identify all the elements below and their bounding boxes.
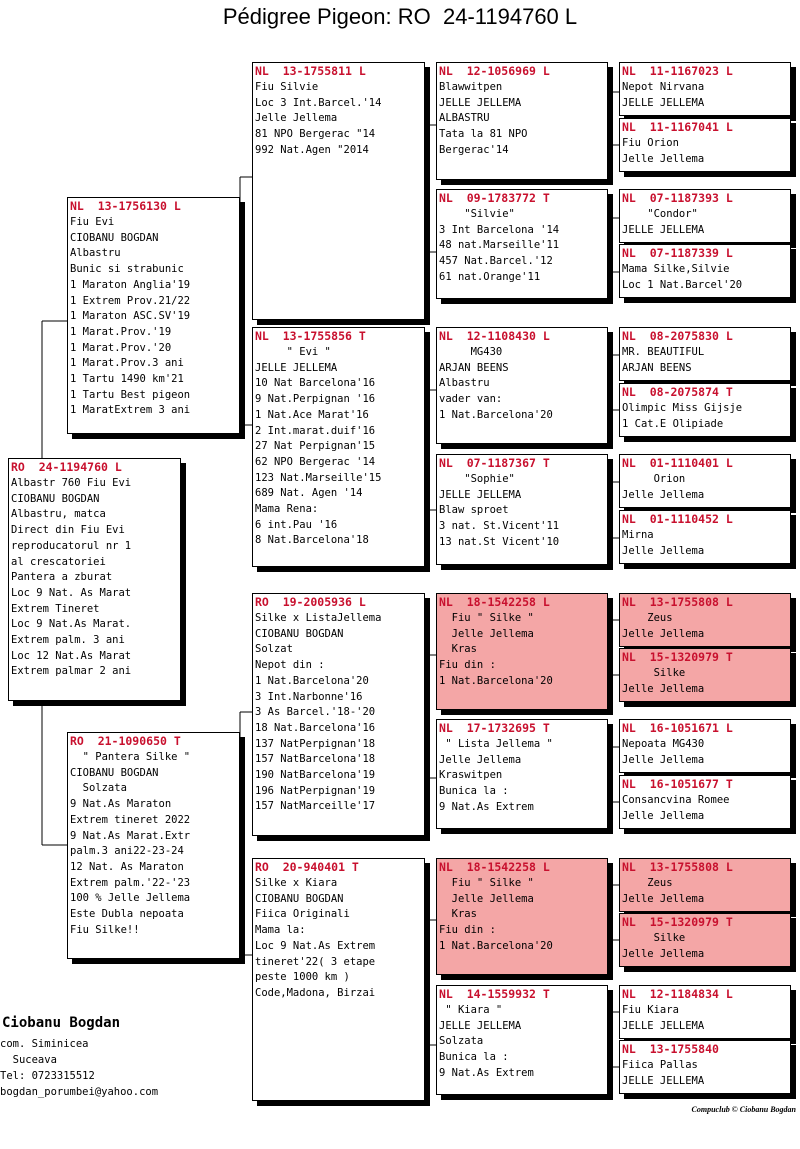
pigeon-info-line: CIOBANU BOGDAN: [70, 766, 159, 779]
pigeon-info-line: Jelle Jellema: [622, 809, 705, 822]
pigeon-info-line: Silke: [622, 932, 686, 944]
pigeon-info-line: JELLE JELLEMA: [622, 1074, 705, 1087]
pigeon-info-line: Albastru: [439, 377, 490, 390]
pigeon-info-line: 157 NatBarcelona'18: [255, 753, 376, 766]
pigeon-info-line: 62 NPO Bergerac '14: [255, 455, 376, 468]
pigeon-card-gen4-2[interactable]: [619, 118, 791, 172]
pigeon-info-line: Mama Rena:: [255, 503, 319, 516]
pigeon-info-line: Jelle Jellema: [622, 753, 705, 766]
pigeon-info-line: Solzat: [255, 643, 293, 656]
ring-number: NL 16-1051671 L: [622, 721, 733, 735]
ring-number: NL 14-1559932 T: [439, 987, 550, 1001]
ring-number: NL 13-1756130 L: [70, 199, 181, 213]
pigeon-info-line: 9 Nat.As Maraton: [70, 798, 172, 811]
pigeon-info-line: Extrem palm.'22-'23: [70, 876, 191, 889]
pigeon-info-line: JELLE JELLEMA: [439, 488, 522, 501]
pigeon-info-line: Jelle Jellema: [622, 544, 705, 557]
pigeon-info-line: Loc 9 Nat.As Marat.: [11, 618, 132, 631]
pigeon-info-line: Direct din Fiu Evi: [11, 524, 125, 537]
footer-credit: Compuclub © Ciobanu Bogdan: [691, 1105, 796, 1114]
pigeon-info-line: 61 nat.Orange'11: [439, 270, 541, 283]
pigeon-card-gen4-8[interactable]: [619, 510, 791, 564]
pigeon-info-line: Mama la:: [255, 924, 306, 937]
pigeon-card-ds-dam[interactable]: [436, 719, 608, 829]
pigeon-info-line: Pantera a zburat: [11, 571, 113, 584]
pigeon-info-line: reproducatorul nr 1: [11, 539, 132, 552]
pigeon-info-line: Fiu Silvie: [255, 81, 319, 93]
pigeon-info-line: Consancvina Romee: [622, 794, 730, 806]
pigeon-info-line: " Kiara ": [439, 1004, 503, 1016]
pigeon-info-line: 457 Nat.Barcel.'12: [439, 255, 553, 268]
pigeon-card-dd-sire[interactable]: [436, 858, 608, 975]
pigeon-info-line: JELLE JELLEMA: [439, 1019, 522, 1032]
pigeon-info-line: Loc 9 Nat.As Extrem: [255, 939, 376, 952]
pigeon-info-line: Silke x Kiara: [255, 877, 338, 889]
ring-number: NL 18-1542258 L: [439, 595, 550, 609]
pigeon-info-line: Fiu Kiara: [622, 1004, 679, 1016]
pigeon-info-line: 9 Nat.As Extrem: [439, 1066, 534, 1079]
pigeon-info-line: Loc 9 Nat. As Marat: [11, 586, 132, 599]
pigeon-info-line: 10 Nat Barcelona'16: [255, 377, 376, 390]
ring-number: NL 12-1108430 L: [439, 329, 550, 343]
pigeon-card-gen4-14[interactable]: [619, 913, 791, 967]
pigeon-info-line: 1 Tartu Best pigeon: [70, 388, 191, 401]
pigeon-card-gen4-5[interactable]: [619, 327, 791, 381]
pigeon-info-line: Kras: [439, 908, 477, 921]
pigeon-info-line: Fiu Silke!!: [70, 923, 140, 936]
pigeon-info-line: Jelle Jellema: [622, 488, 705, 501]
pigeon-info-line: Jelle Jellema: [622, 152, 705, 165]
pigeon-card-sd-dam[interactable]: [436, 454, 608, 565]
pigeon-info-line: 3 As Barcel.'18-'20: [255, 706, 376, 719]
pigeon-info-line: Orion: [622, 473, 686, 485]
pigeon-info-line: Jelle Jellema: [622, 627, 705, 640]
pigeon-info-line: JELLE JELLEMA: [622, 223, 705, 236]
pigeon-info-line: palm.3 ani22-23-24: [70, 845, 184, 858]
ring-number: NL 11-1167041 L: [622, 120, 733, 134]
pigeon-info-line: Zeus: [622, 612, 673, 624]
pigeon-info-line: al crescatoriei: [11, 555, 106, 568]
pigeon-info-line: Este Dubla nepoata: [70, 908, 184, 921]
pigeon-info-line: CIOBANU BOGDAN: [11, 492, 100, 505]
pigeon-info-line: Fiu Orion: [622, 137, 679, 149]
ring-number: RO 21-1090650 T: [70, 734, 181, 748]
pigeon-info-line: 190 NatBarcelona'19: [255, 769, 376, 782]
pigeon-card-gen4-3[interactable]: [619, 189, 791, 243]
pigeon-card-dam[interactable]: [67, 732, 240, 959]
pigeon-card-gen4-4[interactable]: [619, 244, 791, 298]
pigeon-info-line: Albastr 760 Fiu Evi: [11, 477, 132, 489]
owner-phone: Tel: 0723315512: [0, 1070, 95, 1082]
pigeon-info-line: Extrem palmar 2 ani: [11, 665, 132, 678]
pigeon-card-ss-dam[interactable]: [436, 189, 608, 299]
pigeon-info-line: Loc 1 Nat.Barcel'20: [622, 278, 743, 291]
pigeon-info-line: Kraswitpen: [439, 769, 503, 782]
pigeon-info-line: 9 Nat.Perpignan '16: [255, 393, 376, 406]
pigeon-info-line: Loc 12 Nat.As Marat: [11, 649, 132, 662]
ring-number: NL 07-1187339 L: [622, 246, 733, 260]
pigeon-info-line: Extrem Tineret: [11, 602, 100, 615]
pigeon-info-line: CIOBANU BOGDAN: [255, 627, 344, 640]
pigeon-info-line: 13 nat.St Vicent'10: [439, 535, 560, 548]
pigeon-info-line: Nepot Nirvana: [622, 81, 705, 93]
pigeon-info-line: Jelle Jellema: [622, 947, 705, 960]
pigeon-info-line: 8 Nat.Barcelona'18: [255, 534, 369, 547]
pigeon-info-line: 196 NatPerpignan'19: [255, 784, 376, 797]
pigeon-info-line: Mirna: [622, 529, 654, 541]
pigeon-info-line: Zeus: [622, 877, 673, 889]
pigeon-card-gen4-9[interactable]: [619, 593, 791, 647]
pigeon-info-line: 3 Int.Narbonne'16: [255, 690, 363, 703]
page-title: Pédigree Pigeon: RO 24-1194760 L: [222, 4, 578, 29]
pigeon-card-gen4-7[interactable]: [619, 454, 791, 508]
pigeon-info-line: JELLE JELLEMA: [622, 96, 705, 109]
pigeon-info-line: 1 Maraton ASC.SV'19: [70, 310, 191, 323]
pigeon-info-line: 27 Nat Perpignan'15: [255, 440, 376, 453]
pigeon-info-line: 6 int.Pau '16: [255, 518, 338, 531]
pigeon-card-dd-dam[interactable]: [436, 985, 608, 1095]
ring-number: RO 20-940401 T: [255, 860, 359, 874]
pigeon-card-gen4-6[interactable]: [619, 383, 791, 437]
pigeon-info-line: 1 Nat.Barcelona'20: [439, 408, 553, 421]
pigeon-info-line: 1 Nat.Barcelona'20: [439, 939, 553, 952]
pigeon-info-line: Jelle Jellema: [439, 627, 534, 640]
pigeon-info-line: Fiu " Silke ": [439, 877, 534, 889]
pigeon-info-line: 689 Nat. Agen '14: [255, 487, 363, 500]
pigeon-info-line: "Sophie": [439, 473, 515, 485]
pigeon-info-line: Tata la 81 NPO: [439, 128, 528, 141]
pigeon-info-line: 1 Nat.Ace Marat'16: [255, 408, 369, 421]
pigeon-info-line: ARJAN BEENS: [622, 361, 692, 374]
pigeon-info-line: Silke: [622, 667, 686, 679]
pigeon-card-dam-dam[interactable]: [252, 858, 425, 1101]
pigeon-info-line: 100 % Jelle Jellema: [70, 892, 191, 905]
pigeon-info-line: "Condor": [622, 208, 698, 220]
pigeon-info-line: Blawwitpen: [439, 81, 503, 93]
pigeon-info-line: 3 Int Barcelona '14: [439, 223, 560, 236]
pigeon-info-line: JELLE JELLEMA: [255, 361, 338, 374]
pigeon-info-line: 1 Maraton Anglia'19: [70, 278, 191, 291]
ring-number: NL 17-1732695 T: [439, 721, 550, 735]
pigeon-info-line: 1 Marat.Prov.3 ani: [70, 357, 184, 370]
pigeon-info-line: " Lista Jellema ": [439, 738, 553, 750]
pigeon-info-line: Olimpic Miss Gijsje: [622, 402, 743, 414]
pigeon-info-line: Jelle Jellema: [439, 753, 522, 766]
pigeon-info-line: Mama Silke,Silvie: [622, 263, 730, 275]
ring-number: NL 09-1783772 T: [439, 191, 550, 205]
ring-number: NL 12-1056969 L: [439, 64, 550, 78]
pigeon-card-ds-sire[interactable]: [436, 593, 608, 710]
pigeon-info-line: 1 Nat.Barcelona'20: [439, 674, 553, 687]
pigeon-info-line: Silke x ListaJellema: [255, 612, 382, 624]
ring-number: NL 13-1755811 L: [255, 64, 366, 78]
pigeon-info-line: 1 Cat.E Olipiade: [622, 417, 724, 430]
pigeon-info-line: Fiu din :: [439, 924, 496, 937]
pigeon-info-line: tineret'22( 3 etape: [255, 955, 376, 968]
pigeon-info-line: 157 NatMarceille'17: [255, 800, 376, 813]
pigeon-info-line: 12 Nat. As Maraton: [70, 860, 184, 873]
pigeon-info-line: Fiica Pallas: [622, 1059, 698, 1071]
pigeon-info-line: MG430: [439, 346, 503, 358]
pigeon-info-line: 137 NatPerpignan'18: [255, 737, 376, 750]
pigeon-info-line: 1 Tartu 1490 km'21: [70, 373, 184, 386]
owner-address-line: Suceava: [0, 1054, 57, 1066]
ring-number: NL 08-2075830 L: [622, 329, 733, 343]
pigeon-info-line: Code,Madona, Birzai: [255, 986, 376, 999]
pigeon-card-gen4-15[interactable]: [619, 985, 791, 1039]
pigeon-info-line: Extrem palm. 3 ani: [11, 634, 125, 647]
pigeon-card-ss-sire[interactable]: [436, 62, 608, 180]
pigeon-info-line: Extrem tineret 2022: [70, 813, 191, 826]
pigeon-info-line: 1 MaratExtrem 3 ani: [70, 404, 191, 417]
owner-name: Ciobanu Bogdan: [2, 1015, 121, 1031]
pigeon-card-gen4-1[interactable]: [619, 62, 791, 116]
pigeon-info-line: Jelle Jellema: [439, 892, 534, 905]
pigeon-info-line: ALBASTRU: [439, 112, 490, 125]
pigeon-card-gen4-16[interactable]: [619, 1040, 791, 1094]
pigeon-info-line: JELLE JELLEMA: [439, 96, 522, 109]
pigeon-info-line: Bunica la :: [439, 785, 509, 798]
pigeon-info-line: 123 Nat.Marseille'15: [255, 471, 382, 484]
pigeon-info-line: Fiu " Silke ": [439, 612, 534, 624]
pigeon-info-line: " Evi ": [255, 346, 331, 358]
pigeon-info-line: Kras: [439, 643, 477, 656]
pigeon-card-dam-sire[interactable]: [252, 593, 425, 836]
pigeon-info-line: 2 Int.marat.duif'16: [255, 424, 376, 437]
ring-number: NL 11-1167023 L: [622, 64, 733, 78]
pigeon-info-line: Albastru: [70, 247, 121, 260]
pigeon-info-line: Solzata: [439, 1035, 484, 1048]
pigeon-card-gen4-13[interactable]: [619, 858, 791, 912]
pigeon-card-gen4-12[interactable]: [619, 775, 791, 829]
pigeon-info-line: Bunic si strabunic: [70, 263, 184, 276]
pigeon-info-line: "Silvie": [439, 208, 515, 220]
pigeon-card-subject[interactable]: [8, 458, 181, 701]
ring-number: NL 13-1755856 T: [255, 329, 366, 343]
pigeon-card-sire-sire[interactable]: [252, 62, 425, 320]
pigeon-info-line: Bunica la :: [439, 1051, 509, 1064]
pigeon-info-line: Solzata: [70, 782, 127, 795]
ring-number: NL 12-1184834 L: [622, 987, 733, 1001]
ring-number: NL 16-1051677 T: [622, 777, 733, 791]
pigeon-info-line: Jelle Jellema: [622, 892, 705, 905]
pigeon-info-line: 992 Nat.Agen "2014: [255, 143, 369, 156]
pigeon-info-line: 1 Marat.Prov.'19: [70, 325, 172, 338]
owner-email: bogdan_porumbei@yahoo.com: [0, 1086, 159, 1098]
pigeon-info-line: 48 nat.Marseille'11: [439, 239, 560, 252]
ring-number: NL 07-1187367 T: [439, 456, 550, 470]
pigeon-info-line: Nepoata MG430: [622, 738, 705, 750]
ring-number: RO 24-1194760 L: [11, 460, 122, 474]
pigeon-info-line: Jelle Jellema: [622, 682, 705, 695]
ring-number: NL 13-1755808 L: [622, 860, 733, 874]
pigeon-info-line: ARJAN BEENS: [439, 361, 509, 374]
ring-number: NL 01-1110452 L: [622, 512, 733, 526]
ring-number: NL 13-1755808 L: [622, 595, 733, 609]
pigeon-info-line: 1 Nat.Barcelona'20: [255, 674, 369, 687]
pigeon-info-line: Nepot din :: [255, 659, 325, 672]
pigeon-card-gen4-10[interactable]: [619, 648, 791, 702]
pigeon-info-line: JELLE JELLEMA: [622, 1019, 705, 1032]
pigeon-info-line: 1 Marat.Prov.'20: [70, 341, 172, 354]
pigeon-card-sire-dam[interactable]: [252, 327, 425, 567]
pigeon-info-line: 81 NPO Bergerac "14: [255, 128, 376, 141]
pigeon-info-line: 1 Extrem Prov.21/22: [70, 294, 191, 307]
pigeon-info-line: 9 Nat.As Marat.Extr: [70, 829, 191, 842]
pigeon-info-line: Bergerac'14: [439, 143, 509, 156]
pigeon-info-line: Loc 3 Int.Barcel.'14: [255, 96, 382, 109]
owner-address-line: com. Siminicea: [0, 1038, 89, 1050]
pigeon-info-line: Fiu Evi: [70, 216, 115, 228]
ring-number: NL 18-1542258 L: [439, 860, 550, 874]
ring-number: NL 15-1320979 T: [622, 915, 733, 929]
pigeon-info-line: 18 Nat.Barcelona'16: [255, 721, 376, 734]
ring-number: NL 07-1187393 L: [622, 191, 733, 205]
pigeon-info-line: vader van:: [439, 393, 503, 406]
pigeon-info-line: Fiica Originali: [255, 908, 350, 921]
ring-number: RO 19-2005936 L: [255, 595, 366, 609]
ring-number: NL 15-1320979 T: [622, 650, 733, 664]
pigeon-info-line: Jelle Jellema: [255, 112, 338, 125]
pigeon-info-line: peste 1000 km ): [255, 971, 350, 984]
pigeon-info-line: 9 Nat.As Extrem: [439, 800, 534, 813]
pigeon-info-line: MR. BEAUTIFUL: [622, 346, 705, 358]
pigeon-card-sd-sire[interactable]: [436, 327, 608, 444]
pigeon-info-line: CIOBANU BOGDAN: [70, 231, 159, 244]
ring-number: NL 01-1110401 L: [622, 456, 733, 470]
pigeon-info-line: Albastru, matca: [11, 508, 106, 521]
pigeon-info-line: 3 nat. St.Vicent'11: [439, 520, 560, 533]
ring-number: NL 13-1755840: [622, 1042, 719, 1056]
pigeon-info-line: " Pantera Silke ": [70, 751, 191, 763]
pigeon-info-line: Fiu din :: [439, 659, 496, 672]
ring-number: NL 08-2075874 T: [622, 385, 733, 399]
pigeon-info-line: Blaw sproet: [439, 504, 509, 517]
pigeon-card-gen4-11[interactable]: [619, 719, 791, 773]
pigeon-info-line: CIOBANU BOGDAN: [255, 892, 344, 905]
pigeon-card-sire[interactable]: [67, 197, 240, 434]
